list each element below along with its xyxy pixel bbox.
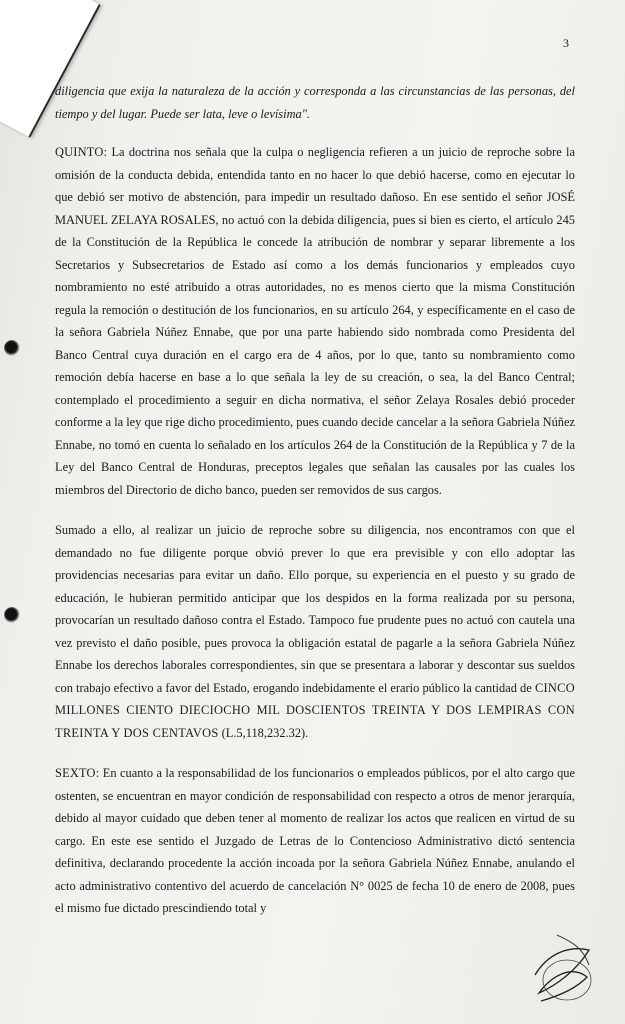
amount-in-words: CINCO MILLONES CIENTO DIECIOCHO MIL DOSCIENTOS TREINTA Y DOS LEMPIRAS CON TREINTA Y DOS CENTAVOS <box>55 680 575 740</box>
paragraph-text-sumado: Sumado a ello, al realizar un juicio de reproche sobre su diligencia, nos encontramos con que el demandado no fue diligente porque obvió prever lo que era previsible y con ello adoptar las providencias necesarias para evitar un daño. Ello porque, su experiencia en el puesto y su grado de educación, le hubieran permitido anticipar que los despidos en la forma realizada por su persona, provocarían un resultado dañoso contra el Estado. Tampoco fue prudente pues no actuó con cautela una vez previsto el daño posible, pues provoca la obligación estatal de pagarle a la señora Gabriela Núñez Ennabe los derechos laborales correspondientes, sin que se presentara a laborar y descontar sus sueldos con trabajo efectivo a favor del Estado, erogando indebidamente el erario público la cantidad de <box>55 523 575 695</box>
paragraph-sexto <box>55 762 575 920</box>
paragraph-text-quinto: La doctrina nos señala que la culpa o negligencia refieren a un juicio de reproche sobre la omisión de la conducta debida, entendida tanto en no hacer lo que debió hacerse, como en ejecutar lo que debió ser motivo de abstención, para impedir un resultado dañoso. En ese sentido el señor JOSÉ MANUEL ZELAYA ROSALES, no actuó con la debida diligencia, pues si bien es cierto, el artículo 245 de la Constitución de la República le concede la atribución de nombrar y separar libremente a los Secretarios y Subsecretarios de Estado así como a los demás funcionarios y empleados cuyo nombramiento no esté atribuido a otras autoridades, no es menos cierto que la misma Constitución regula la remoción o destitución de los funcionarios, en su artículo 264, y específicamente en el caso de la señora Gabriela Núñez Ennabe, que por una parte habiendo sido nombrada como Presidenta del Banco Central cuya duración en el cargo era de 4 años, por lo que, tanto su nombramiento como remoción debía hacerse en base a lo que señala la ley de su creación, o sea, la del Banco Central; contemplado el procedimiento a seguir en dicha normativa, el señor Zelaya Rosales debió proceder conforme a la ley que rige dicho procedimiento, pues cuando decide cancelar a la señora Gabriela Núñez Ennabe, no tomó en cuenta lo señalado en los artículos 264 de la Constitución de la República y 7 de la Ley del Banco Central de Honduras, preceptos legales que señalan las causales por las cuales los miembros del Directorio de dicho banco, pueden ser removidos de sus cargos. <box>55 145 575 497</box>
page-number: 3 <box>563 36 569 50</box>
signature-seal-icon <box>527 915 597 1005</box>
document-body <box>55 80 575 920</box>
paragraph-label-quinto: QUINTO: <box>55 145 108 159</box>
amount-in-numbers: (L.5,118,232.32). <box>221 725 309 740</box>
paragraph-sumado <box>55 519 575 744</box>
paragraph-text-sexto: En cuanto a la responsabilidad de los funcionarios o empleados públicos, por el alto cargo que ostenten, se encuentran en mayor condición de responsabilidad con respecto a otros de menor jerarquía, debido al mayor cuidado que deben tener al momento de realizar los actos que realicen en virtud de su cargo. En este ese sentido el Juzgado de Letras de lo Contencioso Administrativo dictó sentencia definitiva, declarando procedente la acción incoada por la señora Gabriela Núñez Ennabe, anulando el acto administrativo contentivo del acuerdo de cancelación N° 0025 de fecha 10 de enero de 2008, pues el mismo fue dictado prescindiendo total y <box>55 766 575 915</box>
paragraph-quinto <box>55 141 575 501</box>
punch-hole-icon <box>4 607 20 623</box>
punch-hole-icon <box>4 340 20 356</box>
quote-paragraph: diligencia que exija la naturaleza de la acción y corresponda a las circunstancias de las personas, del tiempo y del lugar. Puede ser lata, leve o levísima". <box>55 84 575 121</box>
paragraph-label-sexto: SEXTO: <box>55 766 100 780</box>
